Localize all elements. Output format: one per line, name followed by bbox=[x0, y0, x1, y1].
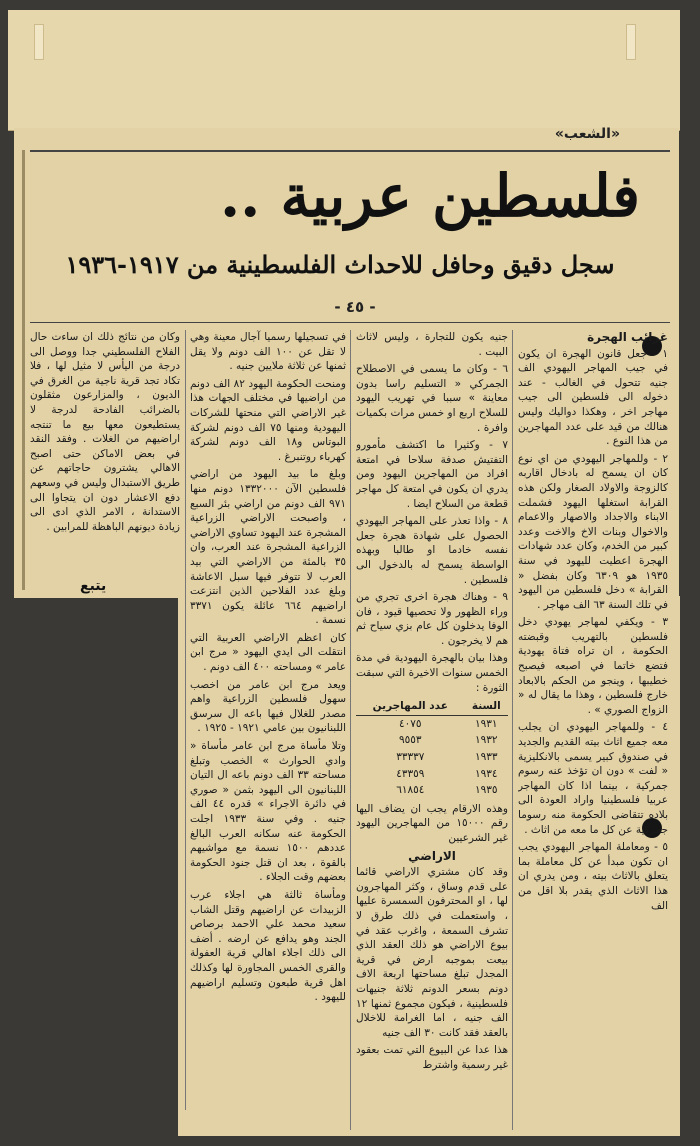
table-cell: ٩٥٥٣ bbox=[399, 734, 422, 747]
table-cell: ٤٣٣٥٩ bbox=[396, 767, 425, 780]
paragraph: ٦ - وكان ما يسمى في الاصطلاح الجمركي « التسليم راسا بدون معاينة » سببا في تهريب اليهود للسلاح اربع او خمس مرات بكميات وافرة . bbox=[356, 363, 508, 434]
subheadline: سجل دقيق وحافل للاحداث الفلسطينية من ١٩١٧-١٩٣٦ bbox=[65, 250, 615, 279]
paragraph: كان اعظم الاراضي العربية التي انتقلت الى ايدي اليهود « مرج ابن عامر » ومساحته ٤٠٠ الف دونم . bbox=[190, 631, 346, 674]
paragraph: وبلغ ما بيد اليهود من اراضي فلسطين الآن ١٣٣٢٠٠٠ دونم منها ٩٧١ الف دونم من اراضي بئر السبع ، واصبحت الاراضي الزراعية المشجرة عند اليهود تساوي الاراضي الزراعية المشجرة عند العرب، وان ٣٥ بالمئة من الاراضي التي بيد العرب لا تتوفر فيها سبل الاعاشة وبلغ عدد الفلاحين الذين انتزعت اراضيهم ٦٦٤ عائلة يكون ٣٣٧١ نسمة . bbox=[190, 468, 346, 627]
column-divider bbox=[185, 330, 186, 1110]
tape-mark bbox=[34, 24, 44, 60]
table-cell: ٣٣٣٣٧ bbox=[396, 751, 425, 764]
newspaper-source: «الشعب» bbox=[554, 126, 620, 142]
header-rule bbox=[30, 322, 670, 323]
paragraph: ٩ - وهناك هجرة اخرى تجري من وراء الظهور ولا تحصيها قيود ، فان الوفا يدخلون كل عام بزي سياح ثم هم لا يخرجون . bbox=[356, 591, 508, 647]
table-row bbox=[356, 766, 508, 783]
column-divider bbox=[350, 330, 351, 1130]
paragraph: ٢ - وللمهاجر اليهودي من اي نوع كان ان يسمح له بادخال اقاربه كالزوجة والاولاد الصغار ولكن هذه القرابة استغلها اليهود فشملت الابناء والاجداد والاصهار والاعمام والاخوال وبنات الاخ والاخت وعدد كبير من الخدم، وكان عدد شهادات الهجرة اعطيت لليهود في سنة ١٩٣٥ هو ٦٣٠٩ وكان بفضل « القرابة » دخل فلسطين من اليهود في تلك السنة ٦٣ الف مهاجر . bbox=[518, 452, 668, 611]
top-rule bbox=[30, 150, 670, 152]
column-heading: غرائب الهجرة bbox=[587, 330, 668, 344]
immigration-table bbox=[356, 698, 508, 799]
paragraph: وهذه الارقام يجب ان يضاف اليها رقم ١٥٠٠٠ من المهاجرين اليهود غير الشرعيين bbox=[356, 802, 508, 844]
paragraph: هذا عدا عن البيوع التي تمت بعقود غير رسمية واشترط bbox=[356, 1044, 508, 1071]
paragraph: ومأساة ثالثة هي اجلاء عرب الزبيدات عن اراضيهم وقتل الشاب سعيد محمد علي الاحمد برصاص الجند وهو يدافع عن ارضه . أضف الى ذلك اجلاء اهالي قرية العفولة والقرى الخمس المجاورة لها وكذلك اهل قرية طبعون وتسليم اراضيهم لليهود . bbox=[190, 888, 346, 1004]
tape-mark bbox=[626, 24, 636, 60]
table-row bbox=[356, 732, 508, 749]
paragraph: ويعد مرج ابن عامر من اخصب سهول فلسطين الزراعية واهم مصدر للغلال فيها باعه ال سرسق اللبنانيون بين عامي ١٩٢١ - ١٩٢٥ . bbox=[190, 678, 346, 735]
paragraph: ٧ - وكثيرا ما اكتشف مأمورو التفتيش صدفة سلاحا في امتعة افراد من المهاجرين اليهود ومن يدري ان يكون في امتعة كل مهاجر قطعة من السلاح ايضا . bbox=[356, 439, 508, 510]
table-header: عدد المهاجرين bbox=[356, 698, 465, 715]
continued-label: يتبع bbox=[80, 578, 107, 594]
paragraph: ٨ - واذا تعذر على المهاجر اليهودي الحصول على شهادة هجرة جعل نفسه خادما او طالبا وبهذه الواسطة يسمح له بالدخول الى فلسطين . bbox=[356, 515, 508, 586]
table-cell: ١٩٣٤ bbox=[475, 767, 498, 780]
table-cell: ١٩٣١ bbox=[475, 717, 498, 730]
paragraph: ١ - جعل قانون الهجرة ان يكون في جيب المهاجر اليهودي الف جنيه تتحول في الغالب - عند دخوله الى فلسطين الى جيب مهاجر اخر ، وهكذا دواليك وليس هنالك من قيد على عدد المهاجرين من هذا النوع . bbox=[518, 347, 668, 448]
column-4 bbox=[30, 330, 180, 575]
column-divider bbox=[512, 330, 513, 1130]
table-cell: ١٩٣٣ bbox=[475, 751, 498, 764]
tape-strip bbox=[8, 10, 680, 131]
paragraph: ٥ - ومعاملة المهاجر اليهودي يجب ان تكون مبدأ عن كل معاملة بما يتعلق بالاثاث بيته ، ومن يدري ان هذا الاثاث الذي يقدر بلا اقل من الف bbox=[518, 841, 668, 912]
column-3 bbox=[190, 330, 346, 1130]
paragraph: وقد كان مشتري الاراضي قائما على قدم وساق ، وكثر المهاجرون لها ، او المحترفون السمسرة عليها ، واستعملت في ذلك طرق لا تشرف السمعة ، واغرب عقد في بيوع الاراضي هو ذلك العقد الذي بيعت بموجبه ارض في قرية المجدل تبلغ مساحتها اربعة الاف دونم بسعر الدونم ثلاثة جنيهات فلسطينية ، فيكون مجموع ثمنها ١٢ الف جنيه ، اما الغرامة للاخلال بالعقد فقد كانت ٣٠ الف جنيه bbox=[356, 866, 508, 1039]
headline: فلسطين عربية .. bbox=[219, 162, 640, 230]
table-cell: ٤٠٧٥ bbox=[399, 717, 422, 730]
paragraph: ٣ - ويكفي لمهاجر يهودي دخل فلسطين بالتهريب وقبضته الحكومة ، ان تراه فتاة يهودية فتضع خاتما في اصبعه فيصبح خطيبها ، وينجو من الحكم بالابعاد خارج فلسطين ، وهذا ما يقال له « الزواج الصوري » . bbox=[518, 616, 668, 716]
table-cell: ٦١٨٥٤ bbox=[396, 784, 425, 797]
paragraph: وهذا بيان بالهجرة اليهودية في مدة الخمس سنوات الاخيرة التي سبقت الثورة : bbox=[356, 652, 508, 694]
table-header: السنة bbox=[465, 698, 508, 715]
column-heading: الاراضي bbox=[408, 848, 456, 863]
table-row bbox=[356, 715, 508, 732]
paragraph: جنيه يكون للتجارة ، وليس لاثاث البيت . bbox=[356, 331, 508, 358]
table-row bbox=[356, 749, 508, 766]
column-2 bbox=[356, 330, 508, 1130]
paragraph: ومنحت الحكومة اليهود ٨٢ الف دونم من اراضيها في مختلف الجهات هذا غير الاراضي التي منحتها للشركات اليهودية ومنها ٧٥ الف دونم لشركة البوتاس و١٨ الف دونم لشركة كهرباء روتنبرغ . bbox=[190, 377, 346, 463]
fold-line bbox=[22, 150, 25, 590]
paragraph: وكان من نتائج ذلك ان ساءت حال الفلاح الفلسطيني جدا ووصل الى درجة من اليأس لا مثيل لها ، فلا تكاد تجد قرية ناجية من الغرق في الديون ، والمزارعون مثقلون بالضرائب الفادحة لدرجة لا يستطيعون معها بيع ما تنتجه اراضيهم من الغلات . وفقد النقد في بعض الاماكن حتى اصبح الاهالي يشترون حاجاتهم عن طريق الاستبدال وليس في وسعهم دفع الاعشار دون ان يتجاوا الى الاستدانة ، الامر الذي ادى الى زيادة ديونهم الباهظة للمرابين . bbox=[30, 331, 180, 533]
column-1 bbox=[518, 330, 668, 1120]
paragraph: وتلا مأساة مرج ابن عامر مأساة « وادي الحوارث » الخصب وتبلغ مساحته ٣٣ الف دونم باعه ال التيان اللبنانيون الى اليهود بثمن « صوري في دائرة الاجراء » قدره ٤٤ الف جنيه . وفي سنة ١٩٣٣ اجلت الحكومة عنه سكانه العرب البالغ عددهم ١٥٠٠ نسمة مع مواشيهم بالقوة ، بعد ان قتل جنود الحكومة بعضهم وقت الجلاء . bbox=[190, 740, 346, 884]
paragraph: في تسجيلها رسميا آجال معينة وهي لا تقل عن ١٠٠ الف دونم ولا يقل ثمنها عن ثلاثة ملايين جنيه . bbox=[190, 331, 346, 373]
table-cell: ١٩٣٥ bbox=[475, 784, 498, 797]
table-row bbox=[356, 782, 508, 799]
paragraph: ٤ - وللمهاجر اليهودي ان يجلب معه جميع اثاث بيته القديم والجديد في صندوق كبير يسمى بالانكليزية « لفت » دون ان تؤخذ عنه رسوم جمركية ، بينما اذا كان المهاجر عربيا فلسطينيا واراد العودة الى بلاده تتقاضى الحكومة منه رسوما جمركية عن كل ما معه من اثاث . bbox=[518, 721, 668, 836]
table-cell: ١٩٣٢ bbox=[475, 734, 498, 747]
series-number: - ٤٥ - bbox=[334, 298, 376, 316]
